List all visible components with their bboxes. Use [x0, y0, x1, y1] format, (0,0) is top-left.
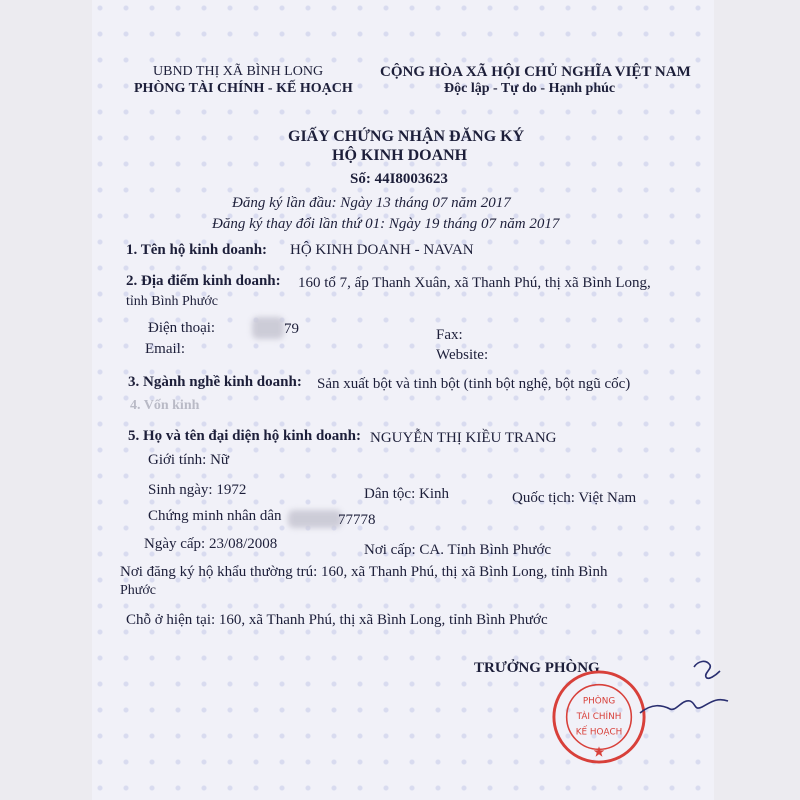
business-address-value: 160 tổ 7, ấp Thanh Xuân, xã Thanh Phú, thị xã Bình Long, [298, 275, 651, 291]
redacted-phone-blur [252, 317, 284, 339]
stamp-line2: TÀI CHÍNH [576, 711, 622, 722]
first-registration-date: Đăng ký lần đầu: Ngày 13 tháng 07 năm 2017 [232, 195, 511, 211]
gender: Giới tính: Nữ [148, 452, 230, 468]
business-name-value: HỘ KINH DOANH - NAVAN [290, 242, 474, 258]
id-card-value: 77778 [338, 512, 376, 528]
header-left-line2: PHÒNG TÀI CHÍNH - KẾ HOẠCH [134, 81, 353, 96]
email-label: Email: [145, 341, 185, 357]
redacted-id-blur [288, 510, 342, 528]
current-residence: Chỗ ở hiện tại: 160, xã Thanh Phú, thị xã Bình Long, tỉnh Bình Phước [126, 612, 548, 628]
issue-place: Nơi cấp: CA. Tỉnh Bình Phước [364, 542, 552, 558]
header-right-line1: CỘNG HÒA XÃ HỘI CHỦ NGHĨA VIỆT NAM [380, 64, 691, 80]
change-registration-date: Đăng ký thay đổi lần thứ 01: Ngày 19 tháng 07 năm 2017 [212, 216, 560, 232]
business-line-label: 3. Ngành nghề kinh doanh: [128, 374, 302, 390]
phone-label: Điện thoại: [148, 320, 216, 336]
ethnicity: Dân tộc: Kinh [364, 486, 449, 502]
representative-name: NGUYỄN THỊ KIỀU TRANG [370, 430, 557, 446]
certificate-page [92, 0, 714, 800]
issue-date: Ngày cấp: 23/08/2008 [144, 536, 278, 552]
document-subtitle: HỘ KINH DOANH [332, 147, 468, 164]
permanent-residence: Nơi đăng ký hộ khẩu thường trú: 160, xã Thanh Phú, thị xã Bình Long, tỉnh Bình [120, 564, 608, 580]
fax-label: Fax: [436, 327, 463, 343]
document-title: GIẤY CHỨNG NHẬN ĐĂNG KÝ [288, 128, 525, 145]
header-left-line1: UBND THỊ XÃ BÌNH LONG [153, 64, 324, 79]
business-line-value: Sản xuất bột và tinh bột (tinh bột nghệ, bột ngũ cốc) [317, 376, 631, 392]
business-name-label: 1. Tên hộ kinh doanh: [126, 242, 268, 258]
date-of-birth: Sinh ngày: 1972 [148, 482, 247, 498]
capital-label: 4. Vốn kinh [130, 398, 200, 413]
website-label: Website: [436, 347, 489, 363]
business-address-label: 2. Địa điểm kinh doanh: [126, 273, 281, 289]
handwritten-signature [632, 655, 742, 725]
stamp-line1: PHÒNG [582, 696, 616, 707]
representative-label: 5. Họ và tên đại diện hộ kinh doanh: [128, 428, 361, 444]
header-right-line2: Độc lập - Tự do - Hạnh phúc [444, 81, 616, 96]
permanent-residence-continued: Phước [120, 583, 156, 598]
nationality: Quốc tịch: Việt Nam [512, 490, 637, 506]
document-number: Số: 44I8003623 [350, 171, 448, 187]
id-card-label: Chứng minh nhân dân [148, 508, 282, 524]
stamp-line3: KẾ HOẠCH [575, 727, 623, 738]
phone-value: 79 [284, 321, 299, 337]
stamp-star-icon [594, 746, 605, 756]
signatory-title: TRƯỞNG PHÒNG [474, 660, 600, 676]
business-address-continued: tỉnh Bình Phước [126, 294, 218, 309]
